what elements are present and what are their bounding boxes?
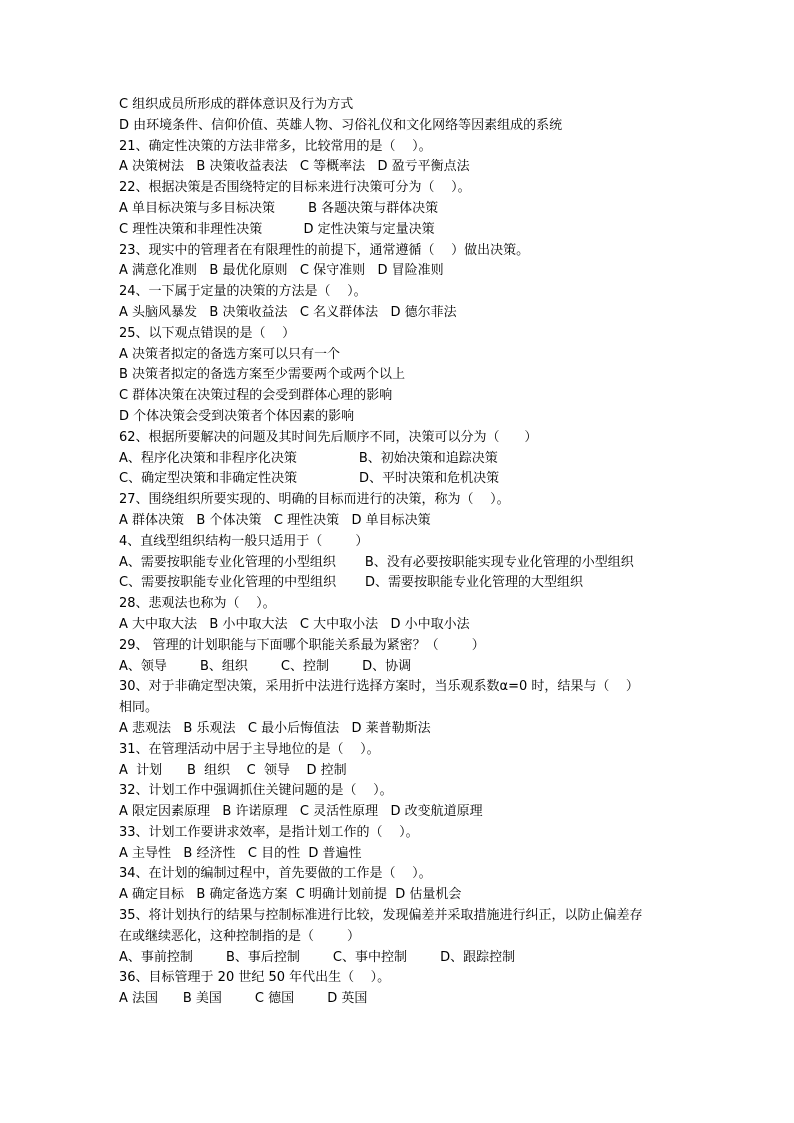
text-line: C 群体决策在决策过程的会受到群体心理的影响 [119,388,393,404]
document-page [119,95,689,1010]
text-line: 30、对于非确定型决策，采用折中法进行选择方案时，当乐观系数α=0 时，结果与（ ） [119,679,639,695]
text-line: 32、计划工作中强调抓住关键问题的是（ ）。 [119,783,393,799]
text-line: B 决策者拟定的备选方案至少需要两个或两个以上 [119,367,406,383]
text-line: A 头脑风暴发 B 决策收益法 C 名义群体法 D 德尔菲法 [119,304,457,320]
text-line: 在或继续恶化，这种控制指的是（ ） [119,928,361,944]
text-line: A 单目标决策与多目标决策 B 各题决策与群体决策 [119,200,439,216]
text-line: 34、在计划的编制过程中，首先要做的工作是（ ）。 [119,866,432,882]
text-line: C 组织成员所形成的群体意识及行为方式 [119,97,354,112]
text-line: C 理性决策和非理性决策 D 定性决策与定量决策 [119,221,435,237]
text-line: 36、目标管理于 20 世纪 50 年代出生（ ）。 [119,970,391,986]
text-line: A 悲观法 B 乐观法 C 最小后悔值法 D 莱普勒斯法 [119,720,431,736]
text-line: 33、计划工作要讲求效率，是指计划工作的（ ）。 [119,824,419,840]
text-line: A 决策者拟定的备选方案可以只有一个 [119,346,341,362]
text-line: 27、围绕组织所要实现的、明确的目标而进行的决策，称为（ ）。 [119,492,510,508]
text-line: A、需要按职能专业化管理的小型组织 B、没有必要按职能实现专业化管理的小型组织 [119,554,634,570]
text-line: 31、在管理活动中居于主导地位的是（ ）。 [119,741,380,757]
text-line: A 大中取大法 B 小中取大法 C 大中取小法 D 小中取小法 [119,616,470,632]
text-line: 62、根据所要解决的问题及其时间先后顺序不同，决策可以分为（ ） [119,429,538,445]
text-line: A 确定目标 B 确定备选方案 C 明确计划前提 D 估量机会 [119,887,462,903]
text-line: 29、 管理的计划职能与下面哪个职能关系最为紧密？（ ） [119,637,485,653]
text-line: A 满意化准则 B 最优化原则 C 保守准则 D 冒险准则 [119,263,444,279]
text-line: 35、将计划执行的结果与控制标准进行比较，发现偏差并采取措施进行纠正，以防止偏差存 [119,908,643,924]
text-line: 28、悲观法也称为（ ）。 [119,596,276,612]
text-line: 25、以下观点错误的是（ ） [119,325,296,341]
text-line: D 由环境条件、信仰价值、英雄人物、习俗礼仪和文化网络等因素组成的系统 [119,117,563,133]
text-line: 21、确定性决策的方法非常多，比较常用的是（ ）。 [119,138,432,154]
text-line: A 群体决策 B 个体决策 C 理性决策 D 单目标决策 [119,512,431,528]
text-line: D 个体决策会受到决策者个体因素的影响 [119,408,355,424]
text-line: A 法国 B 美国 C 德国 D 英国 [119,991,368,1007]
text-line: 4、直线型组织结构一般只适用于（ ） [119,533,369,549]
text-line: A 限定因素原理 B 许诺原理 C 灵活性原理 D 改变航道原理 [119,804,483,820]
text-line: C、确定型决策和非确定性决策 D、平时决策和危机决策 [119,471,500,487]
text-line: A 计划 B 组织 C 领导 D 控制 [119,762,347,778]
text-line: 22、根据决策是否围绕特定的目标来进行决策可分为（ ）。 [119,180,471,196]
text-line: A、领导 B、组织 C、控制 D、协调 [119,658,412,674]
text-line: C、需要按职能专业化管理的中型组织 D、需要按职能专业化管理的大型组织 [119,575,584,591]
text-line: A、事前控制 B、事后控制 C、事中控制 D、跟踪控制 [119,949,516,965]
text-line: A 决策树法 B 决策收益表法 C 等概率法 D 盈亏平衡点法 [119,159,470,175]
text-line: 23、现实中的管理者在有限理性的前提下，通常遵循（ ）做出决策。 [119,242,530,258]
text-line: 24、一下属于定量的决策的方法是（ ）。 [119,284,367,300]
text-line: A 主导性 B 经济性 C 目的性 D 普遍性 [119,845,362,861]
text-line: A、程序化决策和非程序化决策 B、初始决策和追踪决策 [119,450,498,466]
text-line: 相同。 [119,700,159,716]
